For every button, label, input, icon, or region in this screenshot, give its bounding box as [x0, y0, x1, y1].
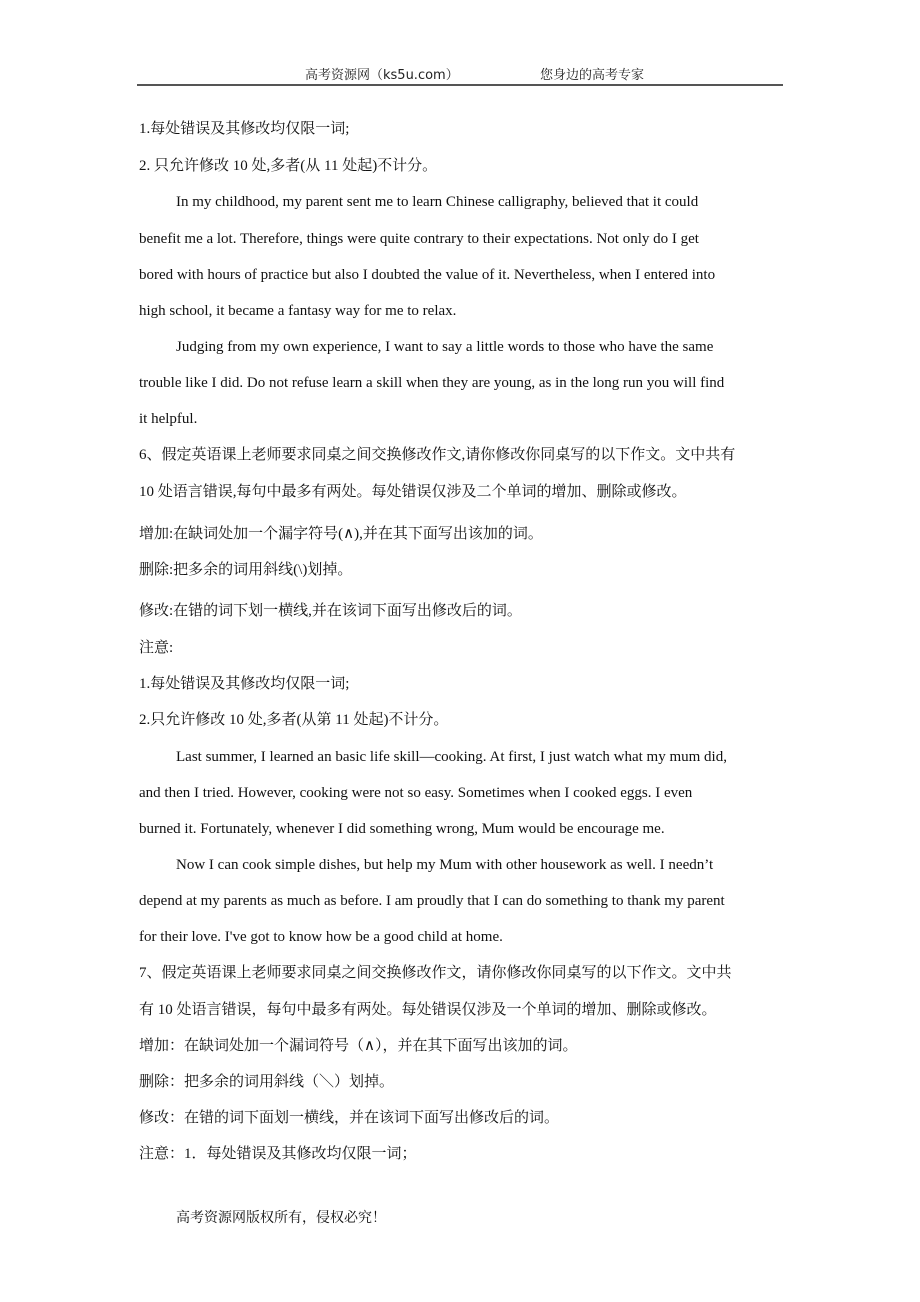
text-line: 修改：在错的词下面划一横线，并在该词下面写出修改后的词。 [139, 1110, 560, 1126]
text-line: In my childhood, my parent sent me to learn Chinese calligraphy, believed that it could [176, 194, 699, 210]
text-line: 2.只允许修改 10 处,多者(从第 11 处起)不计分。 [139, 712, 449, 728]
text-line: 删除:把多余的词用斜线(\)划掉。 [139, 562, 353, 578]
text-line: 修改:在错的词下划一横线,并在该词下面写出修改后的词。 [139, 603, 522, 619]
text-line: 注意：1．每处错误及其修改均仅限一词； [139, 1146, 417, 1162]
text-line: bored with hours of practice but also I doubted the value of it. Nevertheless, when I entered into [139, 267, 716, 283]
text-line: depend at my parents as much as before. I am proudly that I can do something to thank my parent [139, 893, 725, 909]
header-site: 高考资源网（ks5u.com） [305, 68, 459, 83]
text-line: 2. 只允许修改 10 处,多者(从 11 处起)不计分。 [139, 158, 438, 174]
header-slogan: 您身边的高考专家 [540, 68, 645, 83]
text-line: 1.每处错误及其修改均仅限一词; [139, 676, 350, 692]
text-line: Last summer, I learned an basic life skill—cooking. At first, I just watch what my mum did, [176, 749, 727, 765]
text-line: 增加:在缺词处加一个漏字符号(∧),并在其下面写出该加的词。 [139, 526, 543, 542]
text-line: 删除：把多余的词用斜线（＼）划掉。 [139, 1074, 395, 1090]
text-line: Now I can cook simple dishes, but help my Mum with other housework as well. I needn’t [176, 857, 714, 873]
text-line: benefit me a lot. Therefore, things were quite contrary to their expectations. Not only do I get [139, 231, 699, 247]
text-line: and then I tried. However, cooking were not so easy. Sometimes when I cooked eggs. I even [139, 785, 693, 801]
text-line: trouble like I did. Do not refuse learn a skill when they are young, as in the long run you will find [139, 375, 725, 391]
text-line: burned it. Fortunately, whenever I did something wrong, Mum would be encourage me. [139, 821, 665, 837]
footer-copyright: 高考资源网版权所有，侵权必究！ [176, 1211, 386, 1226]
text-line: 6、假定英语课上老师要求同桌之间交换修改作文,请你修改你同桌写的以下作文。文中共有 [139, 447, 736, 463]
text-line: 7、假定英语课上老师要求同桌之间交换修改作文，请你修改你同桌写的以下作文。文中共 [139, 965, 732, 981]
text-line: high school, it became a fantasy way for me to relax. [139, 303, 457, 319]
text-line: 注意: [139, 640, 174, 656]
header-rule [137, 84, 783, 86]
text-line: 增加：在缺词处加一个漏词符号（∧），并在其下面写出该加的词。 [139, 1038, 578, 1054]
text-line: 10 处语言错误,每句中最多有两处。每处错误仅涉及二个单词的增加、删除或修改。 [139, 484, 687, 500]
text-line: it helpful. [139, 411, 198, 427]
text-line: Judging from my own experience, I want to say a little words to those who have the same [176, 339, 714, 355]
text-line: 有 10 处语言错误，每句中最多有两处。每处错误仅涉及一个单词的增加、删除或修改。 [139, 1002, 717, 1018]
text-line: for their love. I've got to know how be a good child at home. [139, 929, 503, 945]
text-line: 1.每处错误及其修改均仅限一词; [139, 121, 350, 137]
